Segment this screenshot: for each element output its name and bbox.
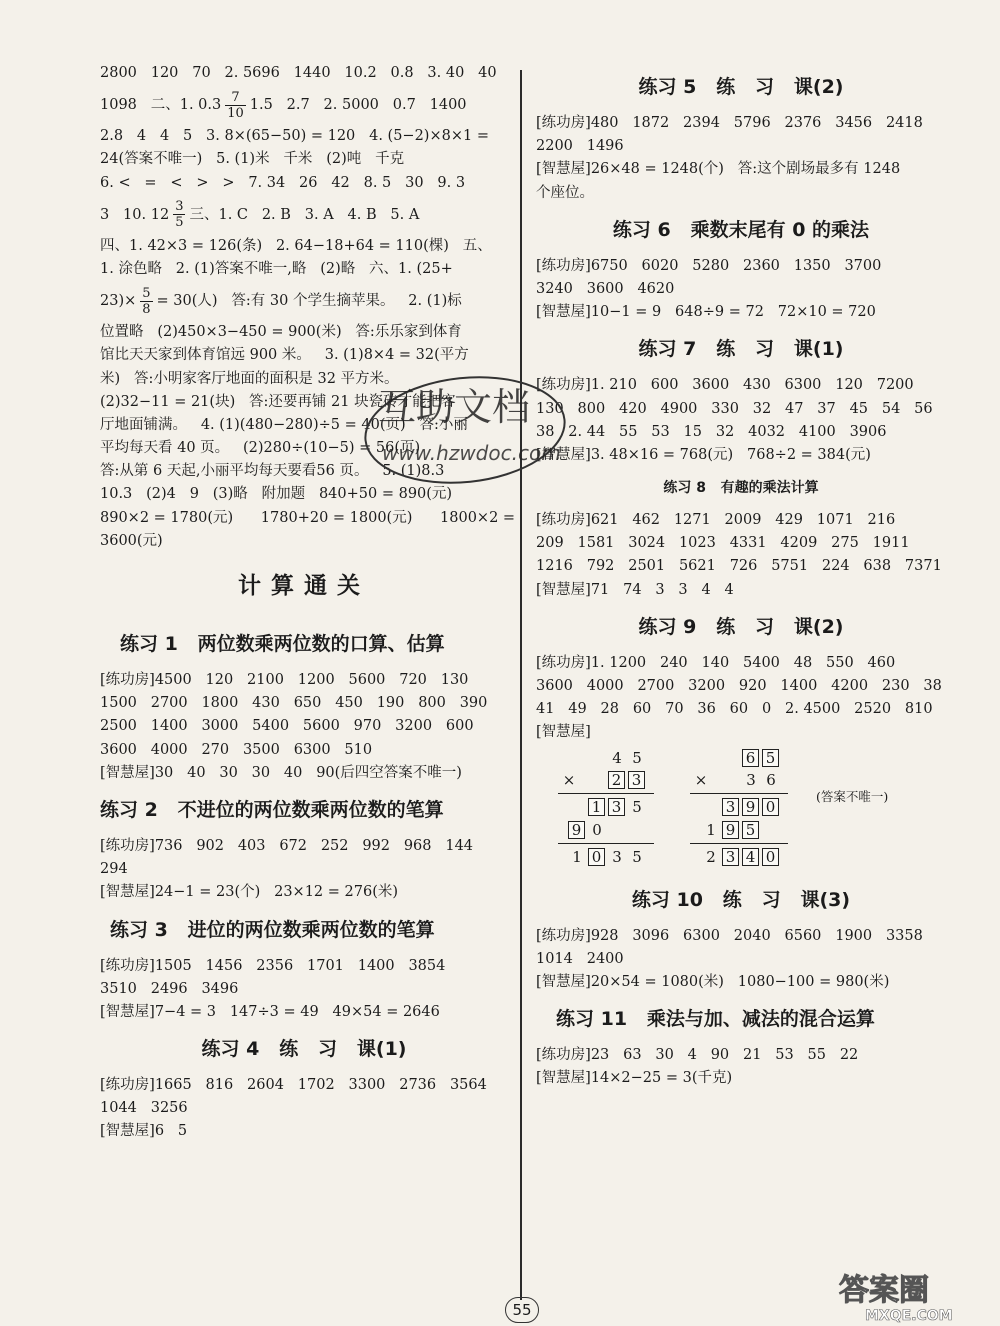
answer-line: 个座位。: [536, 184, 594, 201]
answer-line: [练功房]621 462 1271 2009 429 1071 216: [536, 512, 896, 529]
answer-line: [智慧屋]6 5: [100, 1123, 188, 1140]
exercise-heading: 练习 2 不进位的两位数乘两位数的笔算: [100, 798, 444, 821]
digit: 5: [632, 797, 642, 816]
answer-line: 1014 2400: [536, 950, 624, 967]
answer-line: [智慧屋]14×2−25 = 3(千克): [536, 1070, 733, 1087]
digit: 1: [572, 847, 582, 866]
answer-line: 24(答案不唯一) 5. (1)米 千米 (2)吨 千克: [100, 151, 405, 168]
exercise-heading: 练习 4 练 习 课(1): [201, 1038, 407, 1061]
answer-line: [智慧屋]10−1 = 9 648÷9 = 72 72×10 = 720: [536, 304, 876, 321]
exercise-heading: 练习 8 有趣的乘法计算: [663, 480, 819, 497]
svg-text:互助文档: 互助文档: [378, 385, 531, 429]
answer-line: 1500 2700 1800 430 650 450 190 800 390: [100, 695, 488, 712]
answer-line: 890×2 = 1780(元) 1780+20 = 1800(元) 1800×2 =: [100, 509, 516, 526]
right-column: [536, 62, 946, 1091]
answer-box: 0: [588, 848, 605, 866]
answer-line: [练功房]1665 816 2604 1702 3300 2736 3564: [100, 1077, 487, 1094]
answer-line: 1. 涂色略 2. (1)答案不唯一,略 (2)略 六、1. (25+: [100, 260, 453, 277]
answer-line: [智慧屋]: [536, 724, 591, 741]
digit: 5: [632, 847, 642, 866]
answer-line: 3 10. 12 $\frac{3}{5}$ 三、1. C 2. B 3. A 4. B 5. A: [100, 199, 420, 231]
answer-line: [智慧屋]20×54 = 1080(米) 1080−100 = 980(米): [536, 973, 890, 990]
answer-box: 9: [742, 798, 759, 816]
digit: 3: [612, 847, 622, 866]
vertical-multiplication-puzzles: [536, 745, 946, 875]
answer-line: 3240 3600 4620: [536, 280, 675, 297]
answer-line: [智慧屋]3. 48×16 = 768(元) 768÷2 = 384(元): [536, 446, 871, 463]
answer-line: 2200 1496: [536, 138, 624, 155]
rule-line: [558, 843, 654, 845]
svg-text:答案圈: 答案圈: [839, 1273, 929, 1308]
answer-line: 1098 二、1. 0.3 $\frac{7}{10}$ 1.5 2.7 2. 5000 0.7 1400: [100, 89, 467, 121]
answer-line: 130 800 420 4900 330 32 47 37 45 54 56: [536, 400, 933, 417]
fraction: $\frac{5}{8}$: [142, 285, 151, 317]
answer-line: [练功房]1. 210 600 3600 430 6300 120 7200: [536, 377, 914, 394]
left-column: [100, 62, 516, 1144]
page-number: 55: [505, 1297, 539, 1323]
answer-box: 3: [722, 848, 739, 866]
answer-box: 5: [742, 821, 759, 839]
answer-line: [智慧屋]7−4 = 3 147÷3 = 49 49×54 = 2646: [100, 1003, 440, 1020]
answer-line: 2.8 4 4 5 3. 8×(65−50) = 120 4. (5−2)×8×1 =: [100, 128, 489, 145]
answer-box: 3: [608, 798, 625, 816]
answer-line: 厅地面铺满。 4. (1)(480−280)÷5 = 40(页) 答:小丽: [100, 416, 468, 433]
answer-line: 41 49 28 60 70 36 60 0 2. 4500 2520 810: [536, 701, 933, 718]
answer-line: 6. < = < > > 7. 34 26 42 8. 5 30 9. 3: [100, 174, 466, 191]
site-watermark: [835, 1268, 995, 1324]
answer-box: 0: [762, 798, 779, 816]
answer-line: 38 2. 44 55 53 15 32 4032 4100 3906: [536, 423, 887, 440]
answer-line: 四、1. 42×3 = 126(条) 2. 64−18+64 = 110(棵) 五、: [100, 237, 492, 254]
answer-line: 答:从第 6 天起,小丽平均每天要看56 页。 5. (1)8.3: [100, 463, 445, 480]
svg-text:www.hzwdoc.com: www.hzwdoc.com: [382, 441, 561, 465]
column-divider: [520, 70, 522, 1300]
answer-line: 2800 120 70 2. 5696 1440 10.2 0.8 3. 40 40: [100, 65, 497, 81]
puzzle-note: (答案不唯一): [816, 788, 889, 804]
rule-line: [690, 843, 788, 845]
answer-line: 馆比天天家到体育馆远 900 米。 3. (1)8×4 = 32(平方: [100, 347, 469, 364]
answer-line: 1216 792 2501 5621 726 5751 224 638 7371: [536, 558, 942, 575]
exercise-heading: 练习 9 练 习 课(2): [638, 615, 844, 638]
answer-line: [智慧屋]30 40 30 30 40 90(后四空答案不唯一): [100, 764, 462, 781]
exercise-heading: 练习 3 进位的两位数乘两位数的笔算: [110, 918, 435, 941]
answer-line: (2)32−11 = 21(块) 答:还要再铺 21 块瓷砖才能把客: [100, 393, 456, 410]
answer-box: 0: [762, 848, 779, 866]
answer-line: 2500 1400 3000 5400 5600 970 3200 600: [100, 718, 474, 735]
answer-box: 1: [588, 798, 605, 816]
answer-box: 4: [742, 848, 759, 866]
answer-line: [练功房]1505 1456 2356 1701 1400 3854: [100, 957, 446, 974]
answer-box: 3: [628, 771, 645, 789]
exercise-heading: 练习 5 练 习 课(2): [638, 76, 844, 98]
exercise-heading: 练习 6 乘数末尾有 0 的乘法: [612, 218, 870, 241]
answer-line: [练功房]736 902 403 672 252 992 968 144: [100, 837, 474, 854]
answer-line: [智慧屋]71 74 3 3 4 4: [536, 581, 734, 598]
answer-line: [练功房]1. 1200 240 140 5400 48 550 460: [536, 654, 896, 671]
fraction: $\frac{7}{10}$: [227, 89, 244, 121]
answer-line: 209 1581 3024 1023 4331 4209 275 1911: [536, 535, 910, 552]
answer-line: [智慧屋]26×48 = 1248(个) 答:这个剧场最多有 1248: [536, 161, 901, 178]
puzzle-b: [686, 745, 889, 875]
answer-line: [练功房]6750 6020 5280 2360 1350 3700: [536, 257, 882, 274]
answer-line: 平均每天看 40 页。 (2)280÷(10−5) = 56(页): [100, 440, 421, 457]
exercise-heading: 练习 1 两位数乘两位数的口算、估算: [120, 633, 445, 655]
digit: 6: [766, 770, 776, 789]
answer-line: 3600(元): [100, 532, 163, 549]
exercise-heading: 练习 10 练 习 课(3): [631, 888, 851, 911]
digit: 5: [632, 748, 642, 767]
answer-line: [练功房]4500 120 2100 1200 5600 720 130: [100, 672, 469, 688]
answer-line: [练功房]23 63 30 4 90 21 53 55 22: [536, 1047, 859, 1064]
digit: 0: [592, 820, 602, 839]
digit: 2: [706, 847, 716, 866]
fraction: $\frac{3}{5}$: [175, 199, 184, 231]
svg-text:MXQE.COM: MXQE.COM: [865, 1308, 953, 1324]
answer-line: [练功房]480 1872 2394 5796 2376 3456 2418: [536, 115, 923, 131]
digit: 3: [746, 770, 756, 789]
times-sign: ×: [694, 770, 708, 789]
answer-line: [练功房]928 3096 6300 2040 6560 1900 3358: [536, 927, 923, 944]
answer-line: 米) 答:小明家客厅地面的面积是 32 平方米。: [100, 370, 399, 387]
digit: 1: [706, 820, 716, 839]
answer-box: 3: [722, 798, 739, 816]
rule-line: [558, 793, 654, 795]
answer-line: 10.3 (2)4 9 (3)略 附加题 840+50 = 890(元): [100, 486, 453, 503]
digit: 4: [612, 748, 622, 767]
answer-line: 3600 4000 2700 3200 920 1400 4200 230 38: [536, 678, 942, 694]
exercise-heading: 练习 7 练 习 课(1): [638, 338, 844, 361]
answer-line: 位置略 (2)450×3−450 = 900(米) 答:乐乐家到体育: [100, 324, 462, 341]
answer-line: 3600 4000 270 3500 6300 510: [100, 741, 373, 758]
answer-box: 5: [762, 749, 779, 767]
times-sign: ×: [562, 770, 576, 789]
answer-box: 9: [722, 821, 739, 839]
rule-line: [690, 793, 788, 795]
answer-line: 3510 2496 3496: [100, 980, 239, 997]
answer-line: 23)× $\frac{5}{8}$ = 30(人) 答:有 30 个学生摘苹果。 2. (1)标: [100, 285, 462, 317]
answer-box: 6: [742, 749, 759, 767]
answer-line: 1044 3256: [100, 1100, 188, 1117]
exercise-heading: 练习 11 乘法与加、减法的混合运算: [556, 1008, 875, 1031]
answer-box: 2: [608, 771, 625, 789]
answer-line: 294: [100, 861, 128, 878]
section-title: 计算通关: [238, 573, 370, 599]
answer-box: 9: [568, 821, 585, 839]
answer-line: [智慧屋]24−1 = 23(个) 23×12 = 276(米): [100, 884, 399, 901]
